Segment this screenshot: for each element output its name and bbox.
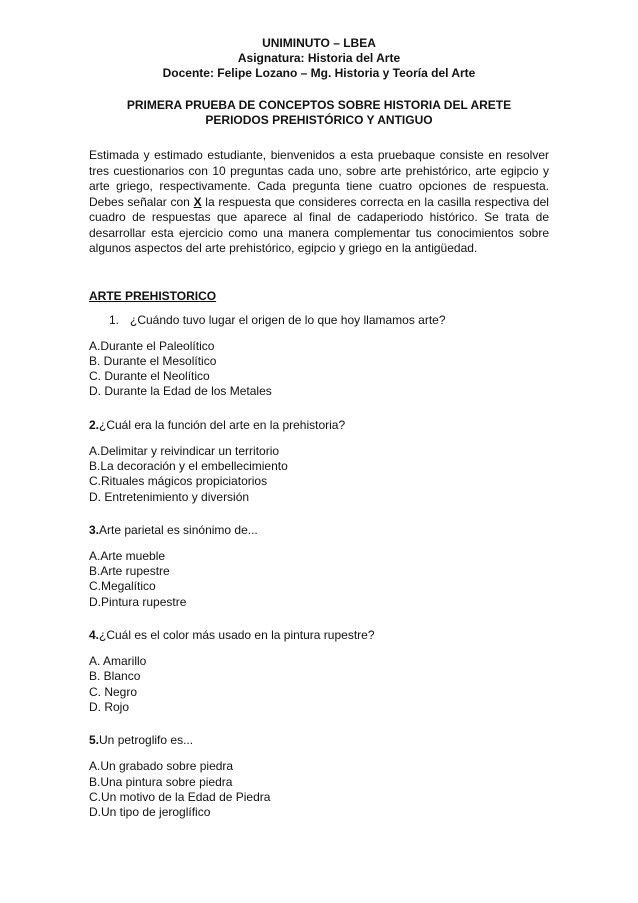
question-text: ¿Cuál era la función del arte en la prehistoria? bbox=[99, 417, 346, 432]
question-4-options bbox=[89, 654, 549, 715]
institution-name: UNIMINUTO – LBEA bbox=[262, 36, 376, 50]
question-5-options bbox=[89, 759, 549, 820]
option-c: C. Durante el Neolítico bbox=[89, 369, 210, 384]
question-number: 3. bbox=[89, 522, 100, 537]
intro-paragraph bbox=[89, 148, 549, 257]
question-text: ¿Cuál es el color más usado en la pintura rupestre? bbox=[99, 628, 375, 643]
question-1-options bbox=[89, 339, 549, 400]
question-text: Un petroglifo es... bbox=[99, 733, 194, 748]
intro-text-part-2: la respuesta que consideres correcta en la casilla respectiva del cuadro de respuestas que aparece al final de cadaperiodo histórico. Se trata de desarrollar esta ejercicio como una manera complementar tus conocimientos sobre algunos aspectos del arte prehistórico, egipcio y griego en la antigüedad. bbox=[89, 194, 549, 255]
question-2-options bbox=[89, 444, 549, 505]
option-a: A.Durante el Paleolítico bbox=[89, 338, 215, 353]
option-c: C. Negro bbox=[89, 684, 138, 699]
option-b: B. Blanco bbox=[89, 669, 141, 684]
question-3 bbox=[89, 523, 549, 538]
question-1 bbox=[89, 313, 549, 328]
option-d: D.Un tipo de jeroglífico bbox=[89, 805, 211, 820]
question-2 bbox=[89, 418, 549, 433]
option-b: B.Arte rupestre bbox=[89, 564, 170, 579]
subject-line: Asignatura: Historia del Arte bbox=[237, 51, 401, 65]
question-number: 4. bbox=[89, 628, 100, 643]
option-c: C.Rituales mágicos propiciatorios bbox=[89, 474, 268, 489]
document-header bbox=[89, 36, 549, 81]
question-number: 1. bbox=[109, 312, 120, 327]
option-a: A.Un grabado sobre piedra bbox=[89, 759, 234, 774]
option-b: B. Durante el Mesolítico bbox=[89, 353, 217, 368]
option-a: A.Delimitar y reivindicar un territorio bbox=[89, 443, 280, 458]
option-d: D.Pintura rupestre bbox=[89, 594, 187, 609]
question-text: ¿Cuándo tuvo lugar el origen de lo que hoy llamamos arte? bbox=[130, 312, 446, 327]
option-d: D. Rojo bbox=[89, 699, 130, 714]
option-d: D. Durante la Edad de los Metales bbox=[89, 384, 272, 399]
option-a: A.Arte mueble bbox=[89, 548, 166, 563]
question-4 bbox=[89, 628, 549, 643]
section-heading-prehistoric: ARTE PREHISTORICO bbox=[89, 288, 217, 303]
option-c: C.Un motivo de la Edad de Piedra bbox=[89, 789, 271, 804]
question-number: 2. bbox=[89, 417, 100, 432]
intro-mark-symbol: X bbox=[193, 194, 202, 209]
question-text: Arte parietal es sinónimo de... bbox=[99, 522, 258, 537]
exam-title-line-1: PRIMERA PRUEBA DE CONCEPTOS SOBRE HISTORIA DEL ARETE bbox=[126, 98, 512, 112]
document-page bbox=[89, 36, 549, 820]
intro-text-part-1: Estimada y estimado estudiante, bienvenidos a esta pruebaque consiste en resolver tres cuestionarios con 10 preguntas cada uno, sobre arte prehistórico, arte egipcio y arte griego, respectivamente. Cada pregunta tiene cuatro opciones de respuesta. Debes señalar con bbox=[89, 148, 549, 209]
option-a: A. Amarillo bbox=[89, 654, 147, 669]
option-b: B.Una pintura sobre piedra bbox=[89, 774, 233, 789]
question-5 bbox=[89, 733, 549, 748]
exam-title-line-2: PERIODOS PREHISTÓRICO Y ANTIGUO bbox=[205, 113, 433, 127]
question-number: 5. bbox=[89, 733, 100, 748]
option-b: B.La decoración y el embellecimiento bbox=[89, 458, 288, 473]
teacher-line: Docente: Felipe Lozano – Mg. Historia y Teoría del Arte bbox=[162, 66, 476, 80]
question-3-options bbox=[89, 549, 549, 610]
exam-title bbox=[89, 98, 549, 128]
option-c: C.Megalítico bbox=[89, 579, 156, 594]
option-d: D. Entretenimiento y diversión bbox=[89, 489, 250, 504]
